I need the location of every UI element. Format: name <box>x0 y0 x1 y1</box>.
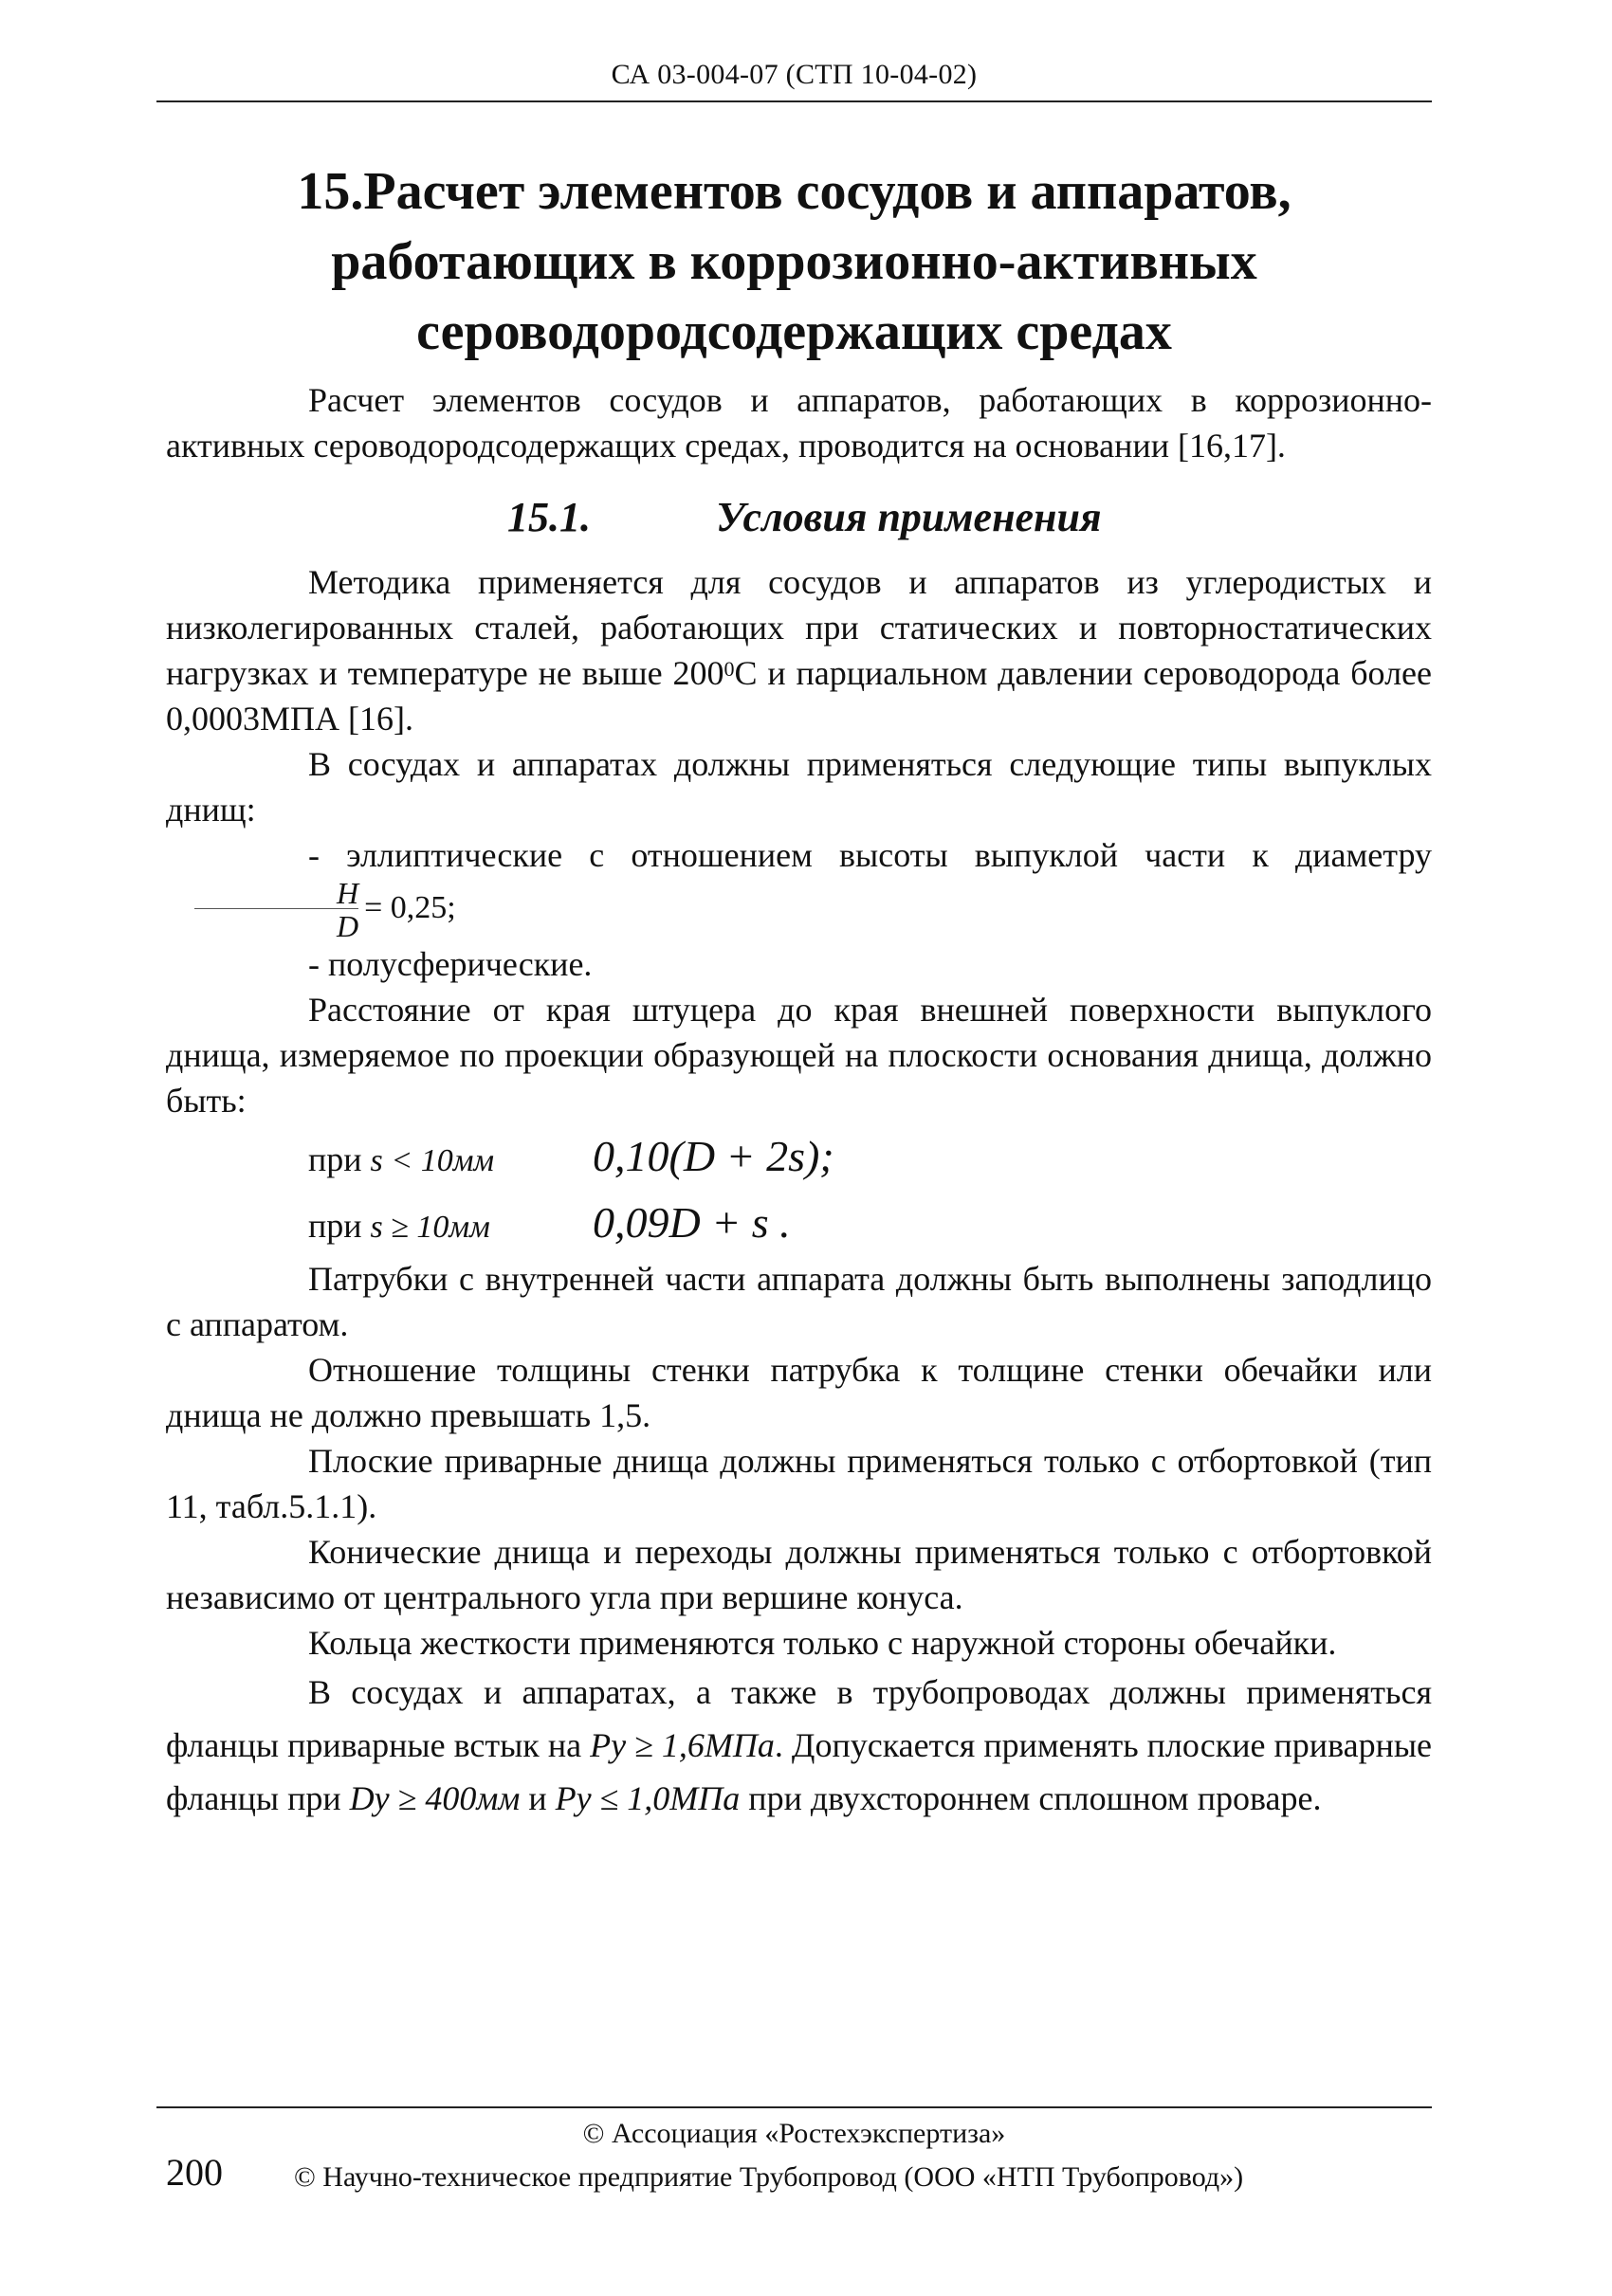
formula-row <box>166 1190 1432 1256</box>
formula-expression: 0,10(D + 2s); <box>593 1132 834 1180</box>
section-heading <box>166 468 1432 559</box>
title-line-2: работающих в коррозионно-активных <box>331 232 1257 291</box>
footer-rule <box>156 2106 1432 2108</box>
degree-superscript: 0 <box>724 657 735 681</box>
title-line-1: 15.Расчет элементов сосудов и аппаратов, <box>297 162 1291 221</box>
flanges-text-4: при двухстороннем сплошном проваре. <box>748 1779 1322 1817</box>
header-rule <box>156 100 1432 102</box>
p1-text-after: С и парциальном давлении сероводорода более 0,0003МПА [16]. <box>166 654 1432 738</box>
paragraph-nozzle-distance: Расстояние от края штуцера до края внешней поверхности выпуклого днища, измеряемое по проекции образующей на плоскости основания днища, должно быть: <box>166 991 1432 1120</box>
section-title: Условия применения <box>716 494 1102 540</box>
p1-text-before: Методика применяется для сосудов и аппаратов из углеродистых и низколегированных сталей, работающих при статических и повторностатических нагрузках и температуре не выше 200 <box>166 563 1432 692</box>
flanges-condition-3: Pу ≤ 1,0МПа <box>555 1779 741 1817</box>
paragraph-head-types: В сосудах и аппаратах должны применяться следующие типы выпуклых днищ: <box>166 745 1432 829</box>
intro-paragraph: Расчет элементов сосудов и аппаратов, работающих в коррозионно-активных сероводородсодержащих средах, проводится на основании [16,17]. <box>166 381 1432 465</box>
elliptical-text: - эллиптические с отношением высоты выпуклой части к диаметру <box>308 836 1432 874</box>
formula-prefix: при <box>308 1207 362 1245</box>
fraction-numerator: H <box>337 876 359 910</box>
paragraph-flanges <box>166 1666 1432 1825</box>
ratio-fraction <box>194 878 358 941</box>
page-body <box>166 377 1432 1825</box>
footer-enterprise: © Научно-техническое предприятие Трубопровод (ООО «НТП Трубопровод») <box>294 2161 1244 2193</box>
title-line-3: сероводородсодержащих средах <box>416 302 1172 361</box>
list-item-hemispherical: - полусферические. <box>308 945 593 983</box>
formula-prefix: при <box>308 1140 362 1178</box>
ratio-value: = 0,25; <box>364 889 456 925</box>
paragraph-flat-heads: Плоские приварные днища должны применяться только с отбортовкой (тип 11, табл.5.1.1). <box>166 1442 1432 1525</box>
paragraph-conical-heads: Конические днища и переходы должны применяться только с отбортовкой независимо от центрального угла при вершине конуса. <box>166 1533 1432 1616</box>
formula-condition: s < 10мм <box>370 1143 495 1178</box>
flanges-text-3: и <box>528 1779 547 1817</box>
section-number: 15.1. <box>507 494 591 540</box>
formula-condition: s ≥ 10мм <box>370 1210 490 1245</box>
formula-expression: 0,09D + s . <box>593 1198 791 1247</box>
running-header: СА 03-004-07 (СТП 10-04-02) <box>611 59 978 90</box>
formula-row <box>166 1123 1432 1190</box>
flanges-text-1: В сосудах и аппаратах, а также в трубопроводах должны применяться фланцы приварные встык на <box>166 1673 1432 1764</box>
page-number: 200 <box>166 2151 223 2194</box>
paragraph-applicability <box>166 559 1432 741</box>
paragraph-nozzles-flush: Патрубки с внутренней части аппарата должны быть выполнены заподлицо с аппаратом. <box>166 1260 1432 1343</box>
fraction-denominator: D <box>194 908 358 941</box>
flanges-text-2: . Допускается применять плоские приварные фланцы при <box>166 1726 1432 1817</box>
flanges-condition-1: Pу ≥ 1,6МПа <box>590 1726 775 1764</box>
paragraph-wall-ratio: Отношение толщины стенки патрубка к толщине стенки обечайки или днища не должно превышать 1,5. <box>166 1351 1432 1434</box>
list-item-elliptical <box>166 832 1432 941</box>
flanges-condition-2: Dу ≥ 400мм <box>349 1779 521 1817</box>
paragraph-stiffening-rings: Кольца жесткости применяются только с наружной стороны обечайки. <box>308 1624 1337 1662</box>
footer-association: © Ассоциация «Ростехэкспертиза» <box>582 2118 1006 2149</box>
chapter-title <box>156 156 1432 367</box>
